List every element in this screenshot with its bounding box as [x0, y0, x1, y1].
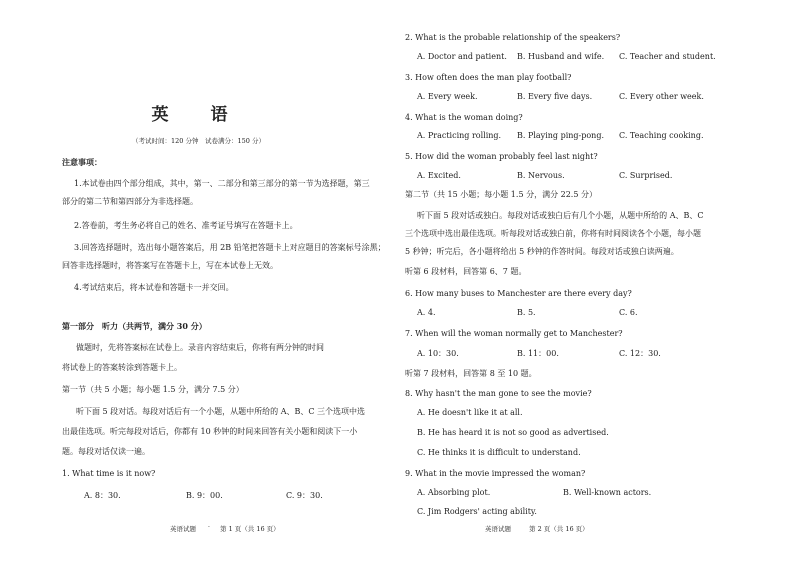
question-4-option-c: C. Teaching cooking.	[619, 131, 704, 140]
footer-subject: 英语试题	[485, 525, 511, 533]
question-3: 3. How often does the man play football?	[405, 73, 572, 82]
question-4-option-b: B. Playing ping-pong.	[517, 131, 604, 140]
notice-item-3b: 回答非选择题时，将答案写在答题卡上，写在本试卷上无效。	[62, 261, 278, 270]
question-3-option-a: A. Every week.	[417, 92, 478, 101]
question-2-option-a: A. Doctor and patient.	[417, 52, 507, 61]
question-3-option-c: C. Every other week.	[619, 92, 704, 101]
dialog-7-instruction: 听第 7 段材料，回答第 8 至 10 题。	[405, 369, 537, 378]
question-9: 9. What in the movie impressed the woman?	[405, 469, 586, 478]
section1-heading: 第一节（共 5 小题；每小题 1.5 分，满分 7.5 分）	[62, 385, 244, 394]
question-8: 8. Why hasn't the man gone to see the movie?	[405, 389, 592, 398]
question-1-option-b: B. 9：00.	[186, 491, 223, 500]
dialog-6-instruction: 听第 6 段材料，回答第 6、7 题。	[405, 267, 527, 276]
question-5: 5. How did the woman probably feel last night?	[405, 152, 598, 161]
right-page	[397, 0, 794, 562]
notice-item-2: 2.答卷前，考生务必将自己的姓名、准考证号填写在答题卡上。	[74, 221, 298, 230]
question-2-option-c: C. Teacher and student.	[619, 52, 716, 61]
footer-page-number: 第 2 页（共 16 页）	[529, 525, 589, 533]
question-4-option-a: A. Practicing rolling.	[417, 131, 502, 140]
exam-subtitle: （考试时间：120 分钟 试卷满分：150 分）	[132, 137, 265, 145]
question-5-option-a: A. Excited.	[417, 171, 461, 180]
question-7: 7. When will the woman normally get to Manchester?	[405, 329, 623, 338]
part1-intro-line-1: 做题时，先将答案标在试卷上。录音内容结束后，你将有两分钟的时间	[76, 343, 324, 352]
section1-instruction-2: 出最佳选项。听完每段对话后，你都有 10 秒钟的时间来回答有关小题和阅读下一小	[62, 427, 358, 436]
question-4: 4. What is the woman doing?	[405, 113, 523, 122]
question-6-option-b: B. 5.	[517, 308, 536, 317]
notice-item-3a: 3.回答选择题时，选出每小题答案后，用 2B 铅笔把答题卡上对应题目的答案标号涂黑；	[74, 243, 386, 252]
question-3-option-b: B. Every five days.	[517, 92, 593, 101]
question-8-option-c: C. He thinks it is difficult to understand.	[417, 448, 581, 457]
question-6-option-a: A. 4.	[417, 308, 436, 317]
question-2-option-b: B. Husband and wife.	[517, 52, 605, 61]
question-1-option-c: C. 9：30.	[286, 491, 323, 500]
question-1-option-a: A. 8：30.	[84, 491, 121, 500]
exam-title: 英 语	[151, 105, 246, 125]
question-7-option-a: A. 10：30.	[417, 349, 459, 358]
question-8-option-a: A. He doesn't like it at all.	[417, 408, 523, 417]
section1-instruction-3: 题。每段对话仅读一遍。	[62, 447, 150, 456]
notice-heading: 注意事项：	[62, 157, 102, 167]
question-9-option-a: A. Absorbing plot.	[417, 488, 491, 497]
notice-item-1a: 1.本试卷由四个部分组成，其中，第一、二部分和第三部分的第一节为选择题，第三	[74, 179, 370, 188]
notice-item-4: 4.考试结束后，将本试卷和答题卡一并交回。	[74, 283, 234, 292]
question-8-option-b: B. He has heard it is not so good as advertised.	[417, 428, 609, 437]
question-7-option-b: B. 11：00.	[517, 349, 559, 358]
footer-subject: 英语试题	[170, 525, 196, 533]
footer-dot: ·	[208, 524, 210, 531]
section2-instruction-1: 听下面 5 段对话或独白。每段对话或独白后有几个小题，从题中所给的 A、B、C	[417, 211, 704, 220]
question-2: 2. What is the probable relationship of the speakers?	[405, 33, 621, 42]
question-9-option-b: B. Well-known actors.	[563, 488, 652, 497]
question-9-option-c: C. Jim Rodgers' acting ability.	[417, 507, 537, 516]
question-5-option-c: C. Surprised.	[619, 171, 673, 180]
question-6-option-c: C. 6.	[619, 308, 638, 317]
notice-item-1b: 部分的第二节和第四部分为非选择题。	[62, 197, 198, 206]
question-5-option-b: B. Nervous.	[517, 171, 565, 180]
section2-heading: 第二节（共 15 小题；每小题 1.5 分，满分 22.5 分）	[405, 190, 597, 199]
part1-heading: 第一部分 听力（共两节，满分 30 分）	[62, 321, 207, 331]
question-6: 6. How many buses to Manchester are there every day?	[405, 289, 632, 298]
section1-instruction-1: 听下面 5 段对话。每段对话后有一个小题，从题中所给的 A、B、C 三个选项中选	[76, 407, 366, 416]
part1-intro-line-2: 将试卷上的答案转涂到答题卡上。	[62, 363, 182, 372]
question-1: 1. What time is it now?	[62, 469, 156, 478]
section2-instruction-3: 5 秒钟；听完后，各小题将给出 5 秒钟的作答时间。每段对话或独白读两遍。	[405, 247, 679, 256]
question-7-option-c: C. 12：30.	[619, 349, 661, 358]
footer-page-number: 第 1 页（共 16 页）	[220, 525, 280, 533]
section2-instruction-2: 三个选项中选出最佳选项。听每段对话或独白前，你将有时间阅读各个小题，每小题	[405, 229, 701, 238]
